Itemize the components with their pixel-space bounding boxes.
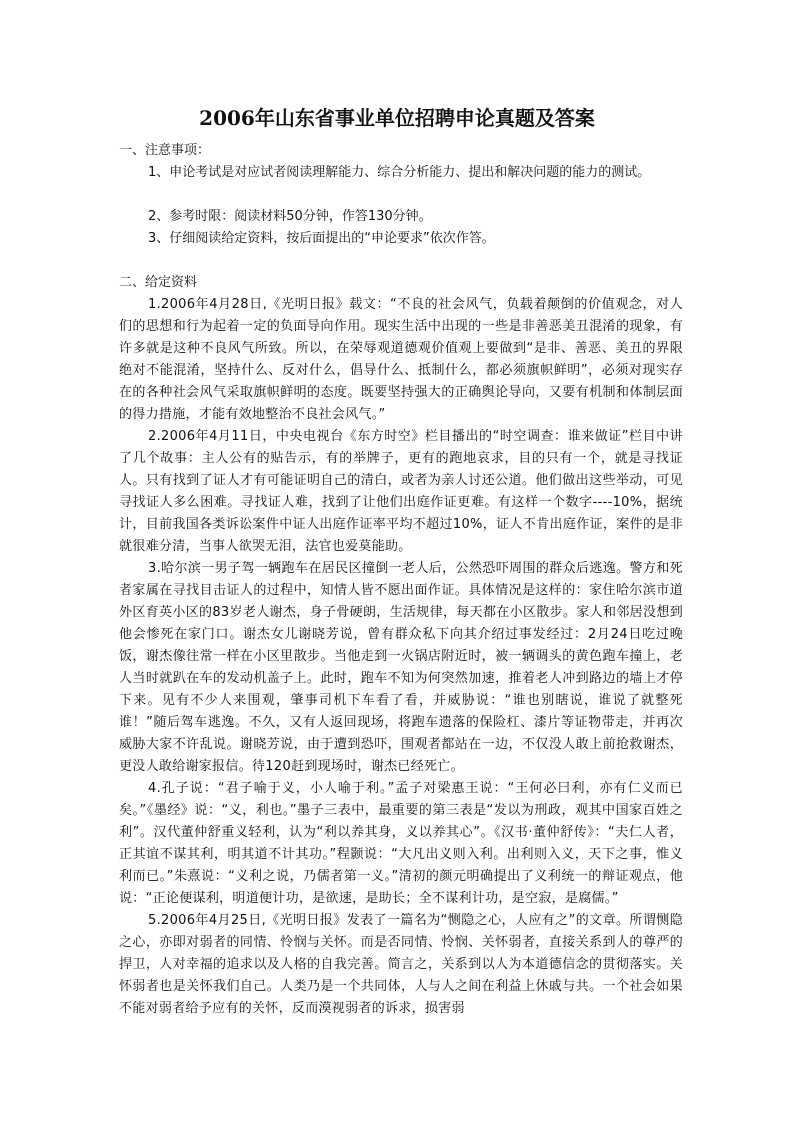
document-body [119,140,683,1020]
blank-line [119,250,683,272]
notice-item-2: 2、参考时限：阅读材料50分钟，作答130分钟。 [148,209,432,224]
material-paragraph-2: 2.2006年4月11日，中央电视台《东方时空》栏目播出的“时空调查：谁来做证”栏目中讲了几个故事：主人公有的贴告示，有的举牌子，更有的跑地哀求，目的只有一个，就是寻找证人。只有找到了证人才有可能证明自己的清白，或者为亲人讨还公道。他们做出这些举动，可见寻找证人多么困难。寻找证人难，找到了让他们出庭作证更难。有这样一个数字----10%，据统计，目前我国各类诉讼案件中证人出庭作证率平均不超过10%，证人不肯出庭作证，案件的是非就很难分清，当事人欲哭无泪，法官也爱莫能助。 [119,429,683,554]
material-paragraph-3: 3.哈尔滨一男子驾一辆跑车在居民区撞倒一老人后，公然恐吓周围的群众后逃逸。警方和死者家属在寻找目击证人的过程中，知情人皆不愿出面作证。具体情况是这样的：家住哈尔滨市道外区育英小区的83岁老人谢杰，身子骨硬朗，生活规律，每天都在小区散步。家人和邻居没想到他会惨死在家门口。谢杰女儿谢晓芳说，曾有群众私下向其介绍过事发经过：2月24日吃过晚饭，谢杰像往常一样在小区里散步。当他走到一火锅店附近时，被一辆调头的黄色跑车撞上，老人当时就趴在车的发动机盖子上。此时，跑车不知为何突然加速，推着老人冲到路边的墙上才停下来。见有不少人来围观，肇事司机下车看了看，并威胁说：“谁也别瞎说，谁说了就整死谁！”随后驾车逃逸。不久，又有人返回现场，将跑车遗落的保险杠、漆片等证物带走，并再次威胁大家不许乱说。谢晓芳说，由于遭到恐吓，围观者都站在一边，不仅没人敢上前抢救谢杰，更没人敢给谢家报信。待120赶到现场时，谢杰已经死亡。 [119,561,683,774]
material-paragraph-4: 4.孔子说：“君子喻于义，小人喻于利。”孟子对梁惠王说：“王何必曰利，亦有仁义而已矣。”《墨经》说：“义，利也。”墨子三表中，最重要的第三表是“发以为刑政，观其中国家百姓之利”。汉代董仲舒重义轻利，认为“利以养其身，义以养其心”。《汉书·董仲舒传》：“夫仁人者，正其谊不谋其利，明其道不计其功。”程颢说：“大凡出义则入利。出利则入义，天下之事，惟义利而已。”朱熹说：“义利之说，乃儒者第一义。”清初的颜元明确提出了义利统一的辩证观点，他说：“正论便谋利，明道便计功，是欲速，是助长；全不谋利计功，是空寂，是腐儒。” [119,781,683,906]
blank-line [119,184,683,206]
material-paragraph-1: 1.2006年4月28日,《光明日报》载文：“不良的社会风气，负载着颠倒的价值观念，对人们的思想和行为起着一定的负面导向作用。现实生活中出现的一些是非善恶美丑混淆的现象，有许多就是这种不良风气所致。所以，在荣辱观道德观价值观上要做到“是非、善恶、美丑的界限绝对不能混淆，坚持什么、反对什么，倡导什么、抵制什么，都必须旗帜鲜明”，必须对现实存在的各种社会风气采取旗帜鲜明的态度。既要坚持强大的正确舆论导向，又要有机制和体制层面的得力措施，才能有效地整治不良社会风气。” [119,297,683,422]
section-heading-materials: 二、给定资料 [119,275,198,290]
material-paragraph-5: 5.2006年4月25日,《光明日报》发表了一篇名为“恻隐之心，人应有之”的文章。所谓恻隐之心，亦即对弱者的同情、怜悯与关怀。而是否同情、怜悯、关怀弱者，直接关系到人的尊严的捍卫，人对幸福的追求以及人格的自我完善。简言之，关系到以人为本道德信念的贯彻落实。关怀弱者也是关怀我们自己。人类乃是一个共同体，人与人之间在利益上休戚与共。一个社会如果不能对弱者给予应有的关怀，反而漠视弱者的诉求，损害弱 [119,913,683,1016]
section-heading-notice: 一、注意事项： [119,143,211,158]
notice-item-1: 1、申论考试是对应试者阅读理解能力、综合分析能力、提出和解决问题的能力的测试。 [148,165,651,180]
notice-item-3: 3、仔细阅读给定资料，按后面提出的“申论要求”依次作答。 [148,231,495,246]
document-title: 2006年山东省事业单位招聘申论真题及答案 [199,106,595,130]
